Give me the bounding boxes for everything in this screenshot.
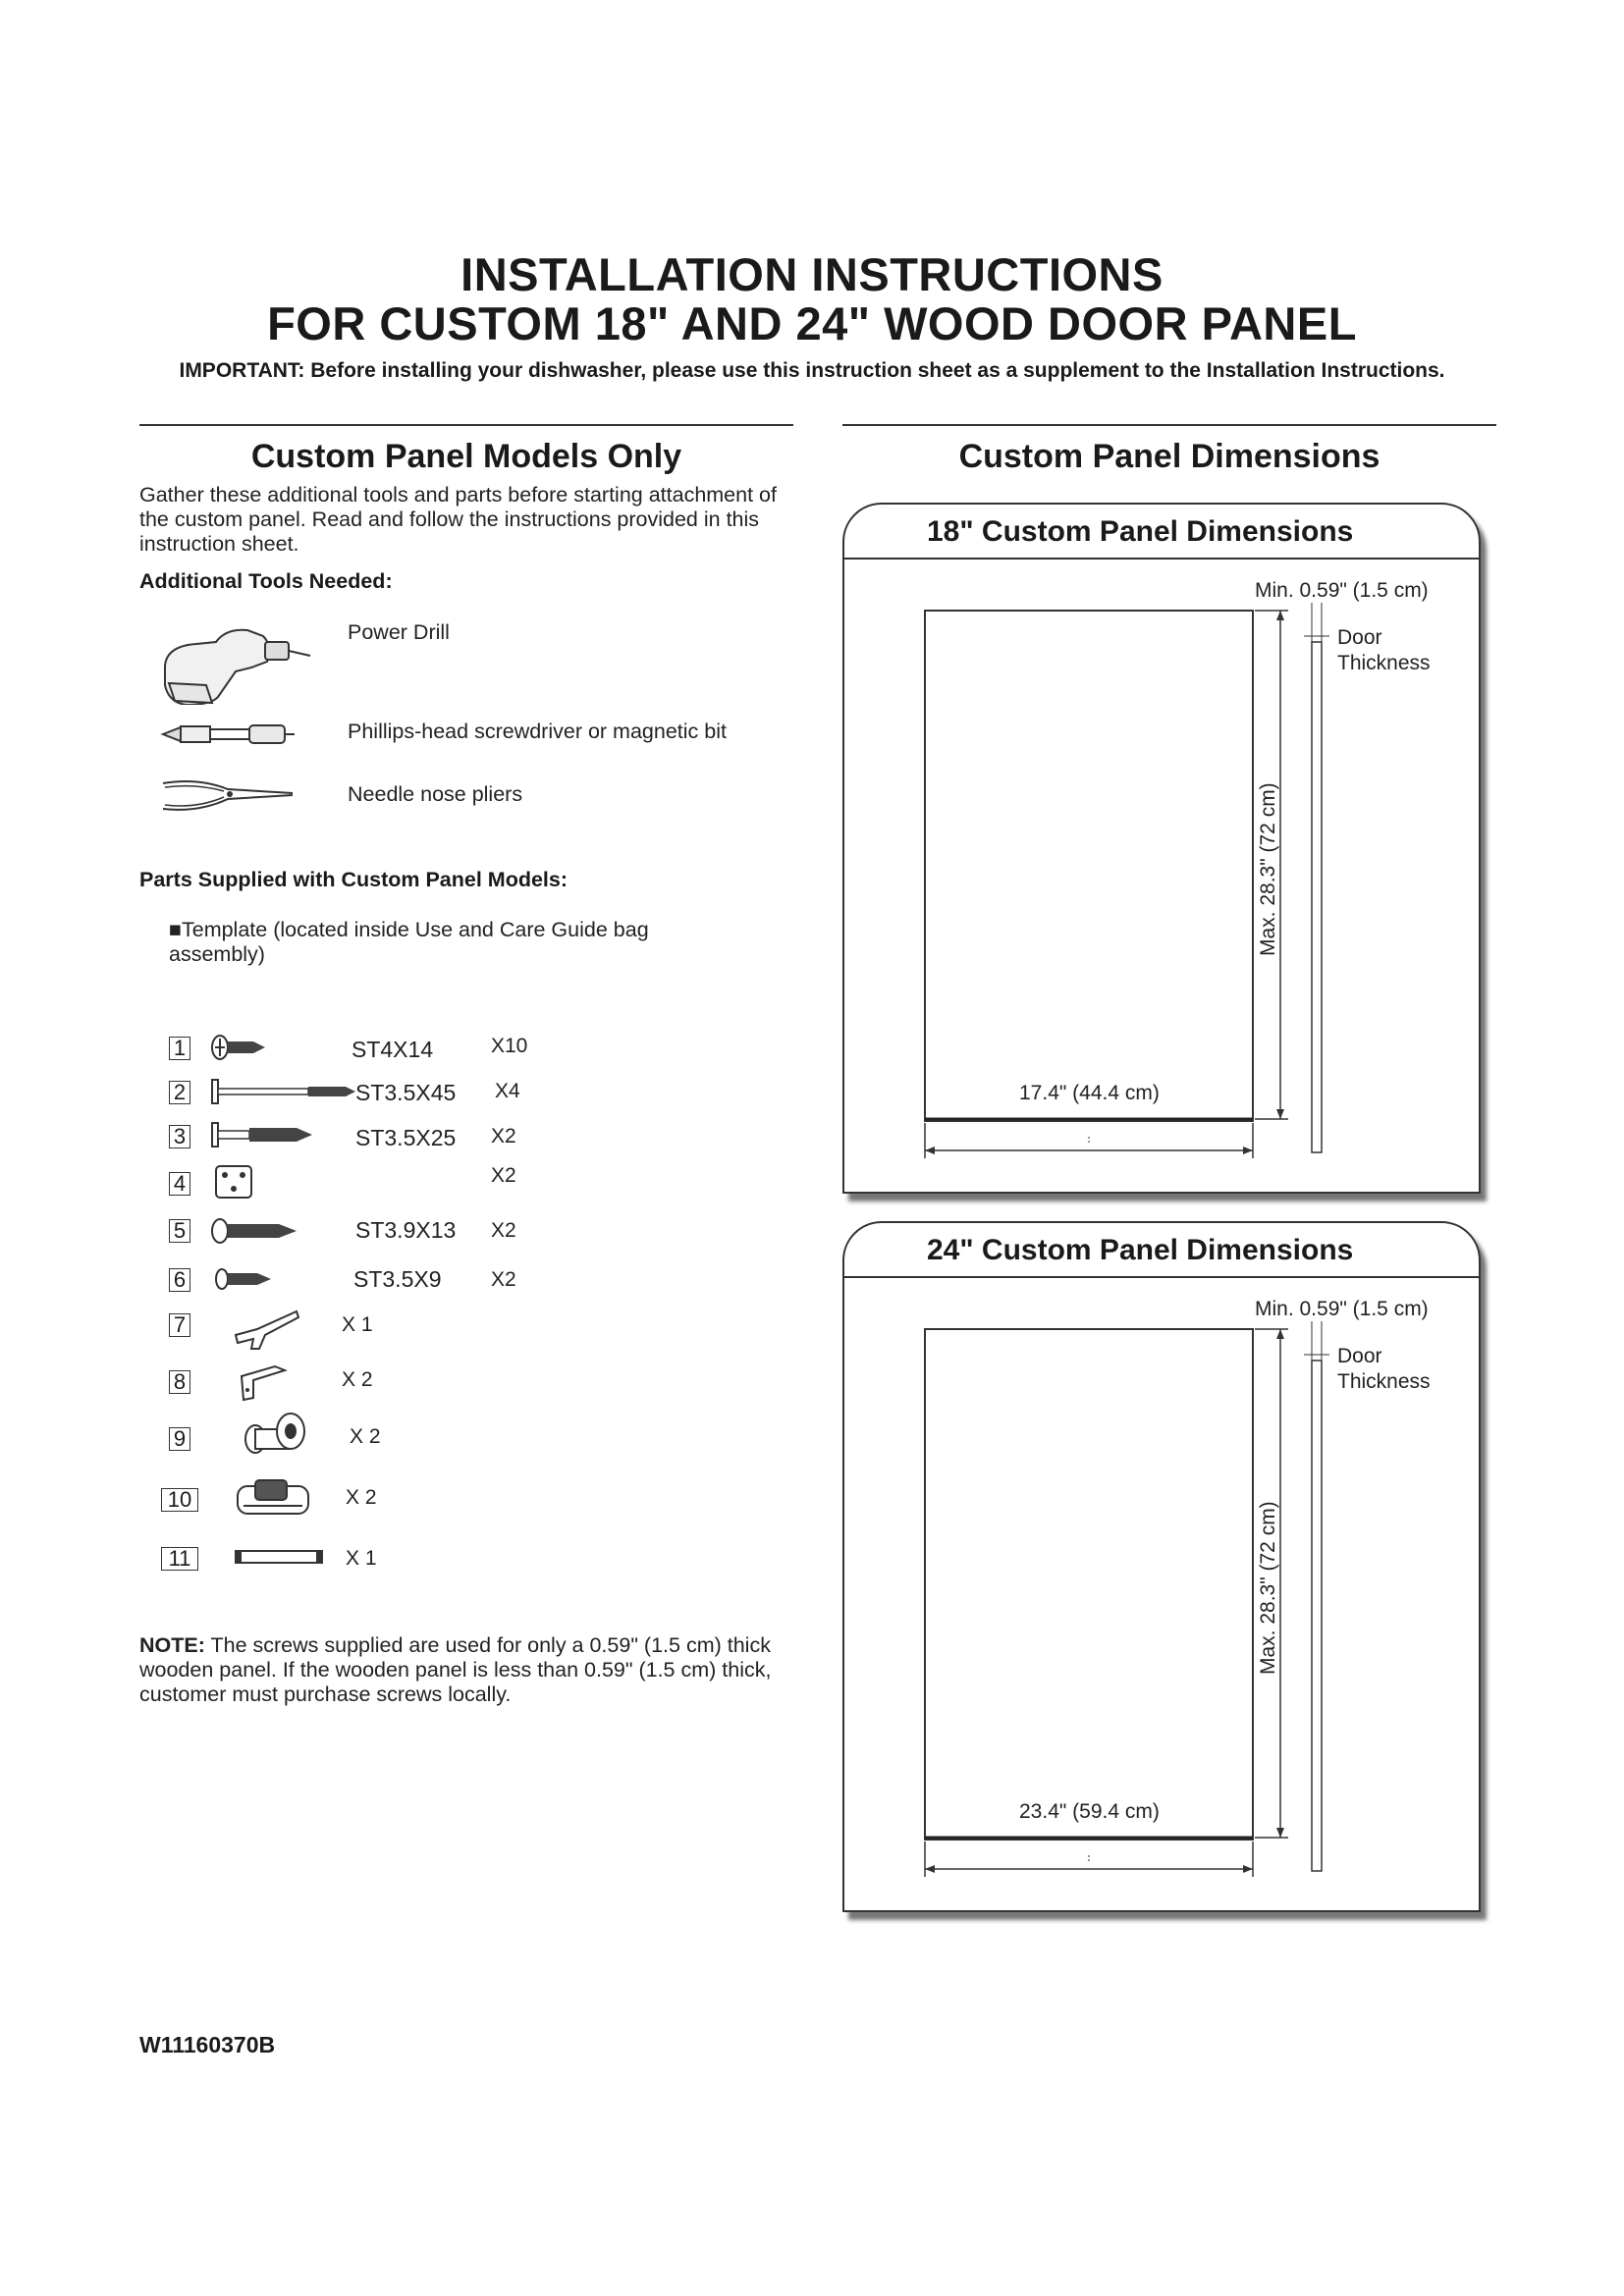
left-intro: Gather these additional tools and parts before starting attachment of the custom panel. Read and follow the instructions provided in this instruction sheet.	[139, 483, 777, 556]
part-quantity: X 2	[350, 1425, 381, 1448]
panel-24-width: 23.4" (59.4 cm)	[1019, 1800, 1160, 1823]
bracket-icon	[212, 1162, 255, 1201]
pliers-icon	[159, 775, 297, 815]
tool-label-pliers: Needle nose pliers	[348, 782, 523, 806]
part-quantity: X2	[491, 1125, 516, 1148]
page-title-line1: INSTALLATION INSTRUCTIONS	[460, 248, 1164, 300]
panel-18-drawing	[844, 505, 1479, 1192]
part-quantity: X2	[491, 1164, 516, 1187]
panel-24-title: 24" Custom Panel Dimensions	[844, 1223, 1479, 1278]
part-code: ST3.5X9	[353, 1266, 442, 1292]
left-divider	[139, 424, 793, 426]
page-title-line2: FOR CUSTOM 18" AND 24" WOOD DOOR PANEL	[267, 297, 1357, 349]
screwdriver-bit-icon	[159, 720, 297, 749]
screw-icon	[210, 1217, 298, 1245]
spool-icon	[242, 1410, 310, 1459]
right-divider	[842, 424, 1496, 426]
part-code: ST3.5X45	[355, 1080, 457, 1105]
part-number: 4	[169, 1172, 190, 1196]
panel-18-door-label: Door	[1337, 626, 1382, 649]
document-code: W11160370B	[139, 2032, 276, 2057]
right-section-heading: Custom Panel Dimensions	[958, 438, 1380, 475]
part-quantity: X 2	[346, 1486, 377, 1509]
parts-heading: Parts Supplied with Custom Panel Models:	[139, 868, 568, 891]
clip-icon	[232, 1306, 300, 1351]
part-code: ST3.5X25	[355, 1125, 457, 1150]
part-number: 6	[169, 1268, 190, 1292]
tool-label-power-drill: Power Drill	[348, 620, 450, 644]
part-number: 9	[169, 1427, 190, 1451]
part-number: 11	[161, 1547, 198, 1571]
hinge-clip-icon	[234, 1476, 312, 1520]
important-notice: IMPORTANT: Before installing your dishwasher, please use this instruction sheet as a supplement to the Installation Instructions.	[179, 359, 1445, 382]
part-quantity: X2	[491, 1268, 516, 1291]
panel-24-diagram	[842, 1221, 1481, 1912]
note-label: NOTE:	[139, 1633, 205, 1657]
part-quantity: X 2	[342, 1368, 373, 1391]
panel-24-thickness-label: Thickness	[1337, 1370, 1431, 1393]
panel-18-max-height: Max. 28.3" (72 cm)	[1257, 782, 1279, 956]
part-quantity: X10	[491, 1035, 528, 1057]
part-quantity: X 1	[346, 1547, 377, 1570]
part-number: 1	[169, 1037, 190, 1060]
part-quantity: X2	[491, 1219, 516, 1242]
part-number: 8	[169, 1370, 190, 1394]
screw-icon	[210, 1121, 314, 1148]
strip-icon	[234, 1547, 324, 1567]
part-number: 7	[169, 1313, 190, 1337]
part-number: 5	[169, 1219, 190, 1243]
panel-24-max-height: Max. 28.3" (72 cm)	[1257, 1501, 1279, 1675]
part-number: 2	[169, 1081, 190, 1104]
panel-24-min-thickness: Min. 0.59" (1.5 cm)	[1255, 1298, 1429, 1320]
panel-24-drawing	[844, 1223, 1479, 1910]
power-drill-icon	[157, 607, 314, 705]
screw-icon	[214, 1266, 273, 1292]
panel-18-title: 18" Custom Panel Dimensions	[844, 505, 1479, 560]
panel-18-diagram	[842, 503, 1481, 1194]
long-screw-icon	[210, 1078, 357, 1105]
part-number: 10	[161, 1488, 198, 1512]
part-code: ST3.9X13	[355, 1217, 457, 1243]
screw-icon	[210, 1033, 269, 1062]
tools-heading: Additional Tools Needed:	[139, 569, 393, 593]
part-number: 3	[169, 1125, 190, 1148]
panel-18-thickness-label: Thickness	[1337, 652, 1431, 674]
panel-24-door-label: Door	[1337, 1345, 1382, 1367]
panel-18-min-thickness: Min. 0.59" (1.5 cm)	[1255, 579, 1429, 602]
note-paragraph	[139, 1633, 787, 1707]
angle-bracket-icon	[240, 1362, 289, 1402]
left-section-heading: Custom Panel Models Only	[250, 438, 682, 475]
part-code: ST4X14	[352, 1037, 434, 1062]
tool-label-screwdriver: Phillips-head screwdriver or magnetic bit	[348, 720, 727, 743]
part-quantity: X 1	[342, 1313, 373, 1336]
note-text: The screws supplied are used for only a 0.59" (1.5 cm) thick wooden panel. If the wooden panel is less than 0.59" (1.5 cm) thick, customer must purchase screws locally.	[139, 1633, 772, 1706]
part-quantity: X4	[495, 1080, 520, 1102]
panel-18-width: 17.4" (44.4 cm)	[1019, 1082, 1160, 1104]
template-item: ■Template (located inside Use and Care Guide bag assembly)	[169, 918, 649, 966]
